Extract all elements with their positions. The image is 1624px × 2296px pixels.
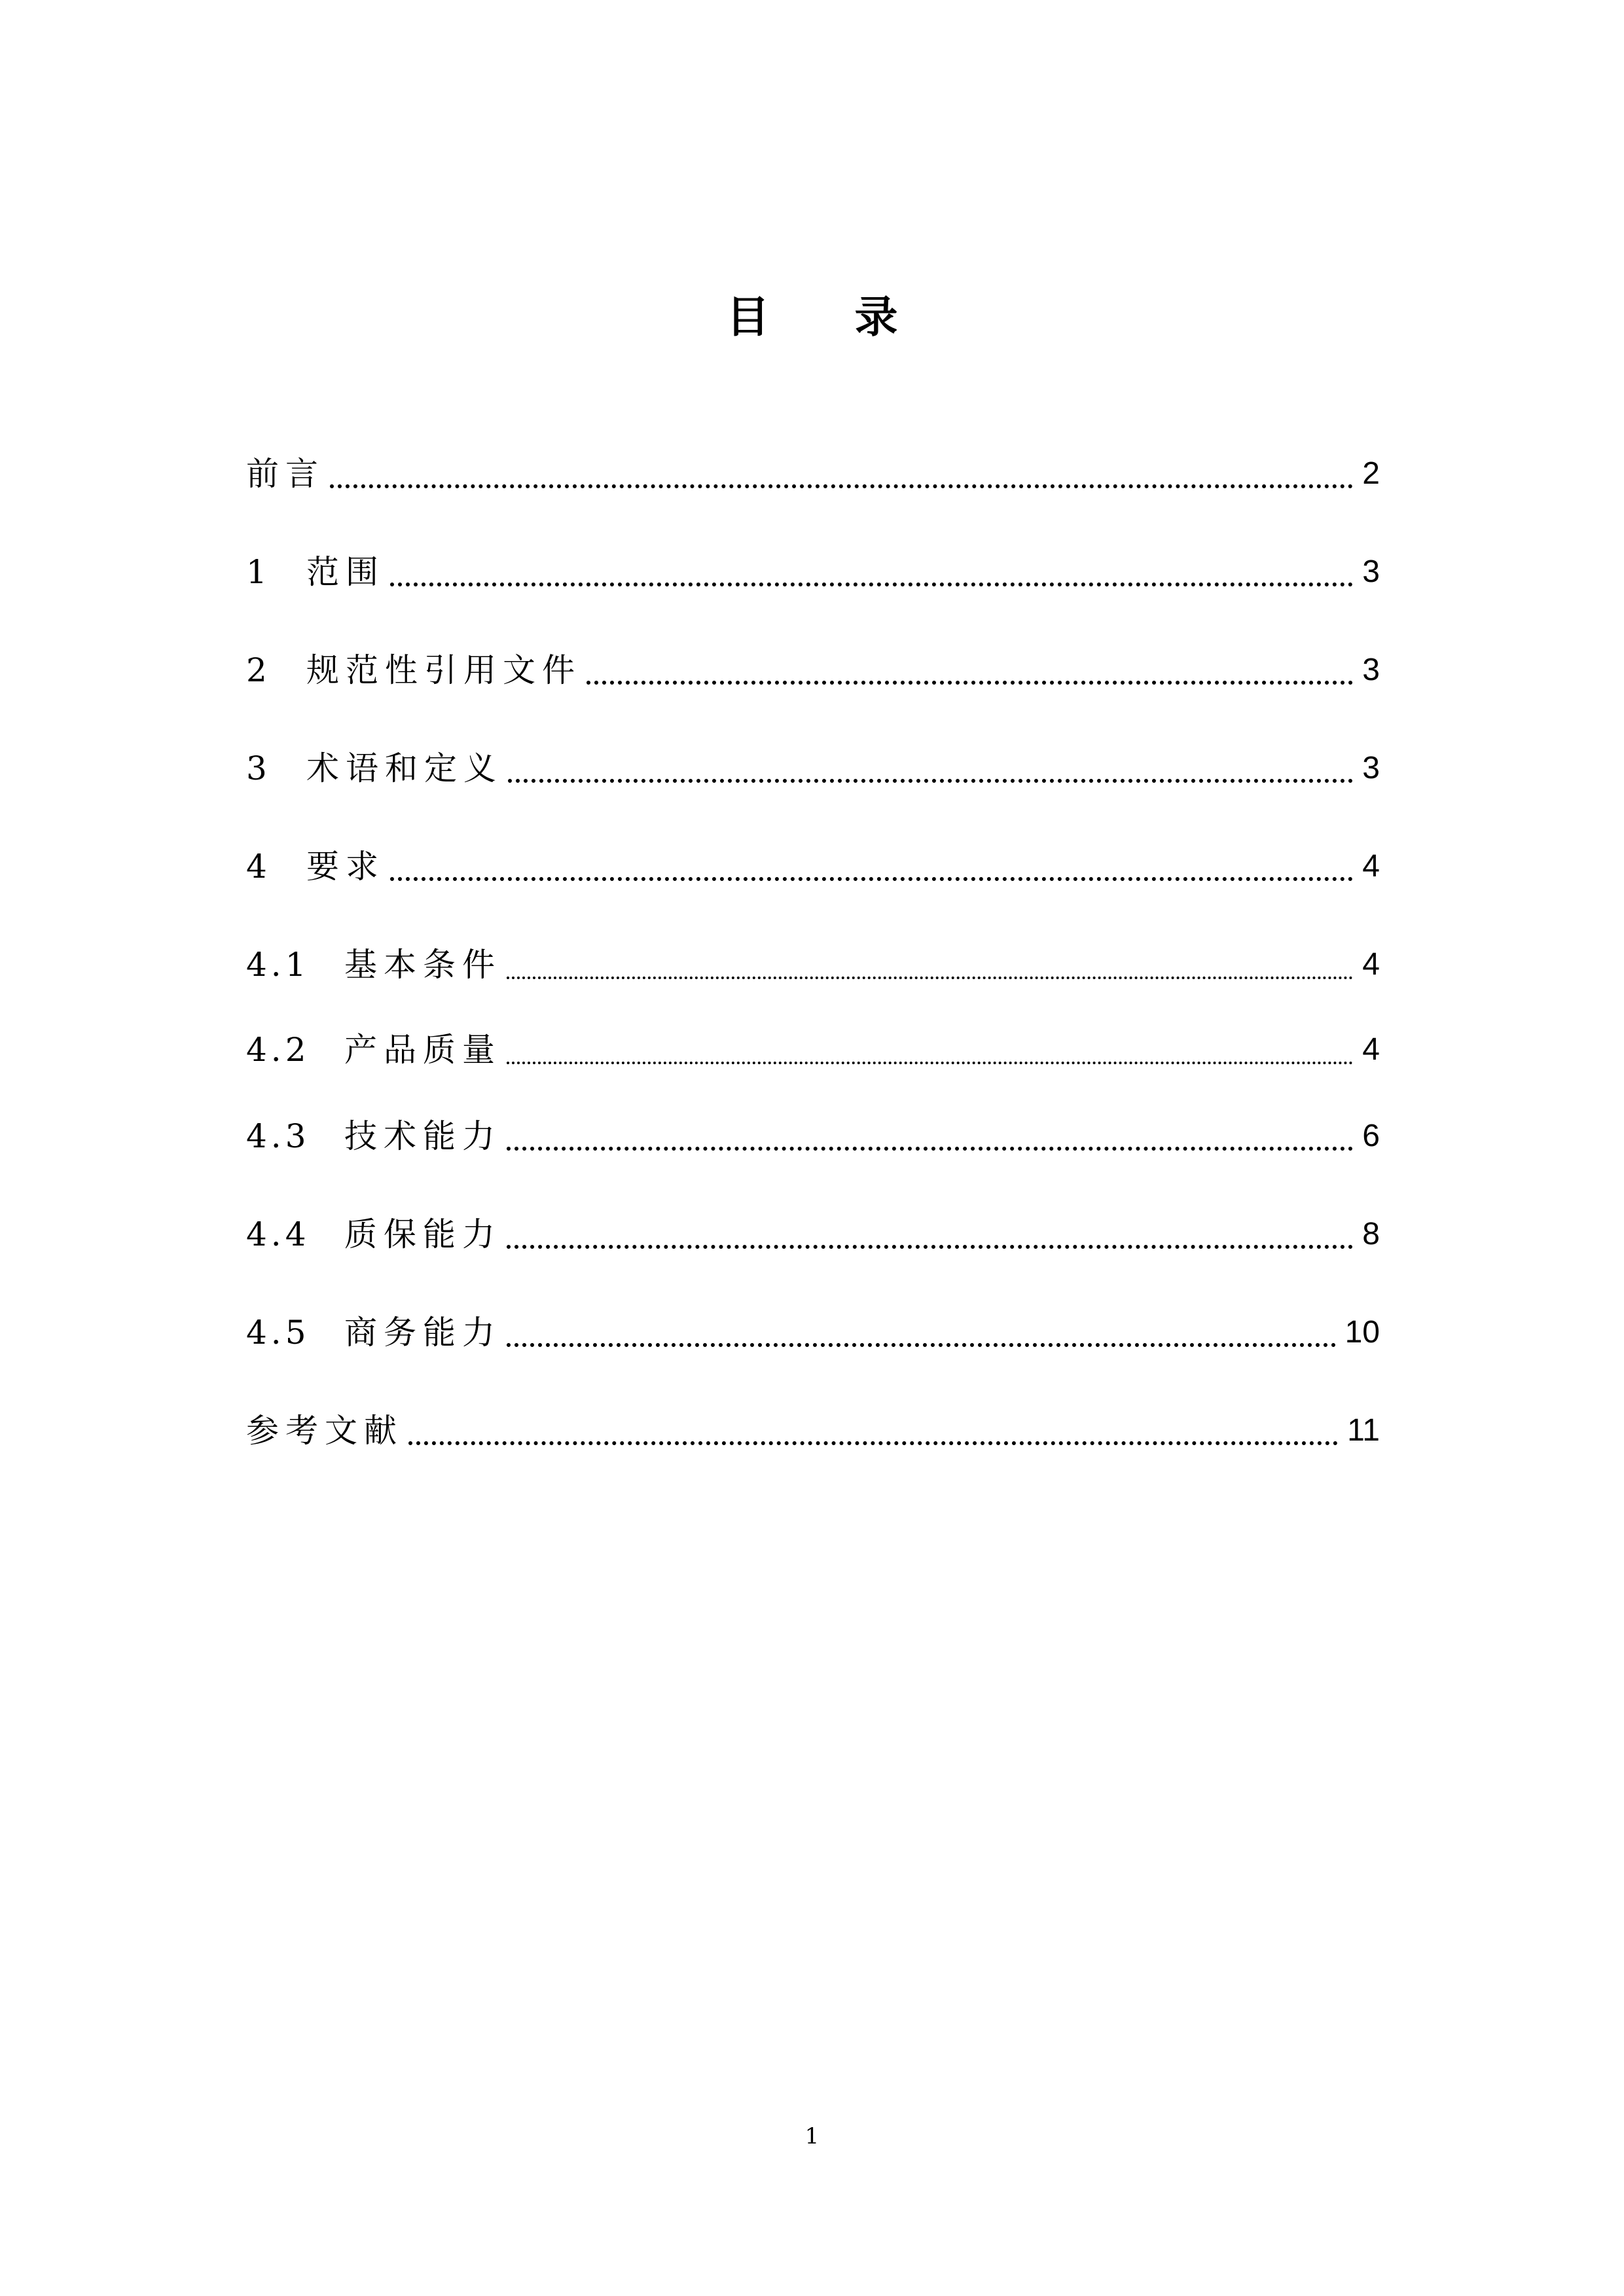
toc-entry-number: 4.5 <box>246 1314 310 1352</box>
toc-entry-text: 产品质量 <box>344 1031 501 1069</box>
toc-entry-page: 11 <box>1347 1413 1380 1448</box>
toc-entry-page: 4 <box>1362 849 1380 884</box>
toc-entry-number: 4.3 <box>246 1117 310 1155</box>
toc-dot-leader <box>507 1062 1353 1064</box>
toc-dot-leader <box>507 977 1353 979</box>
toc-entry-text: 术语和定义 <box>306 749 503 787</box>
toc-entry-preface[interactable] <box>246 448 1380 500</box>
toc-entry-quality-assurance[interactable] <box>246 1208 1380 1261</box>
page-number: 1 <box>804 2123 820 2149</box>
toc-entry-text: 商务能力 <box>344 1314 501 1352</box>
toc-dot-leader <box>586 681 1353 685</box>
toc-entry-basic-conditions[interactable] <box>246 939 1380 991</box>
toc-dot-leader <box>507 1343 1336 1347</box>
toc-entry-number: 4.2 <box>246 1031 310 1069</box>
toc-title: 目录 <box>726 292 983 342</box>
toc-entry-page: 4 <box>1362 1032 1380 1067</box>
toc-entry-page: 10 <box>1344 1315 1380 1350</box>
toc-dot-leader <box>390 877 1353 881</box>
toc-entry-text: 前言 <box>246 455 325 493</box>
toc-entry-page: 3 <box>1362 653 1380 687</box>
toc-entry-normative-references[interactable] <box>246 644 1380 696</box>
toc-entry-business-capability[interactable] <box>246 1306 1380 1359</box>
toc-entry-page: 2 <box>1362 456 1380 491</box>
toc-entry-text: 参考文献 <box>246 1412 403 1450</box>
toc-entry-text: 技术能力 <box>344 1117 501 1155</box>
toc-entry-requirements[interactable] <box>246 840 1380 893</box>
toc-entry-scope[interactable] <box>246 546 1380 598</box>
toc-entry-text: 范围 <box>306 553 385 591</box>
toc-dot-leader <box>330 484 1353 488</box>
toc-entry-page: 4 <box>1362 947 1380 982</box>
toc-entry-text: 质保能力 <box>344 1215 501 1253</box>
toc-entry-page: 6 <box>1362 1119 1380 1153</box>
toc-entry-number: 4.4 <box>246 1215 310 1253</box>
toc-entry-text: 基本条件 <box>344 946 501 984</box>
toc-entry-page: 3 <box>1362 751 1380 785</box>
toc-entry-bibliography[interactable] <box>246 1405 1380 1457</box>
toc-dot-leader <box>408 1441 1338 1445</box>
toc-entry-technical-capability[interactable] <box>246 1110 1380 1162</box>
toc-dot-leader <box>507 1147 1353 1151</box>
toc-entry-text: 规范性引用文件 <box>306 651 581 689</box>
toc-entry-number: 2 <box>246 651 267 689</box>
toc-entry-number: 1 <box>246 553 267 591</box>
toc-entry-product-quality[interactable] <box>246 1024 1380 1076</box>
toc-dot-leader <box>390 583 1353 586</box>
toc-entry-number: 4 <box>246 848 267 886</box>
toc-entry-number: 3 <box>246 749 267 787</box>
toc-entry-text: 要求 <box>306 848 385 886</box>
toc-dot-leader <box>508 779 1353 783</box>
toc-entry-page: 8 <box>1362 1217 1380 1251</box>
toc-entry-number: 4.1 <box>246 946 310 984</box>
toc-entry-page: 3 <box>1362 554 1380 589</box>
toc-dot-leader <box>507 1245 1353 1249</box>
toc-entry-terms-definitions[interactable] <box>246 742 1380 795</box>
